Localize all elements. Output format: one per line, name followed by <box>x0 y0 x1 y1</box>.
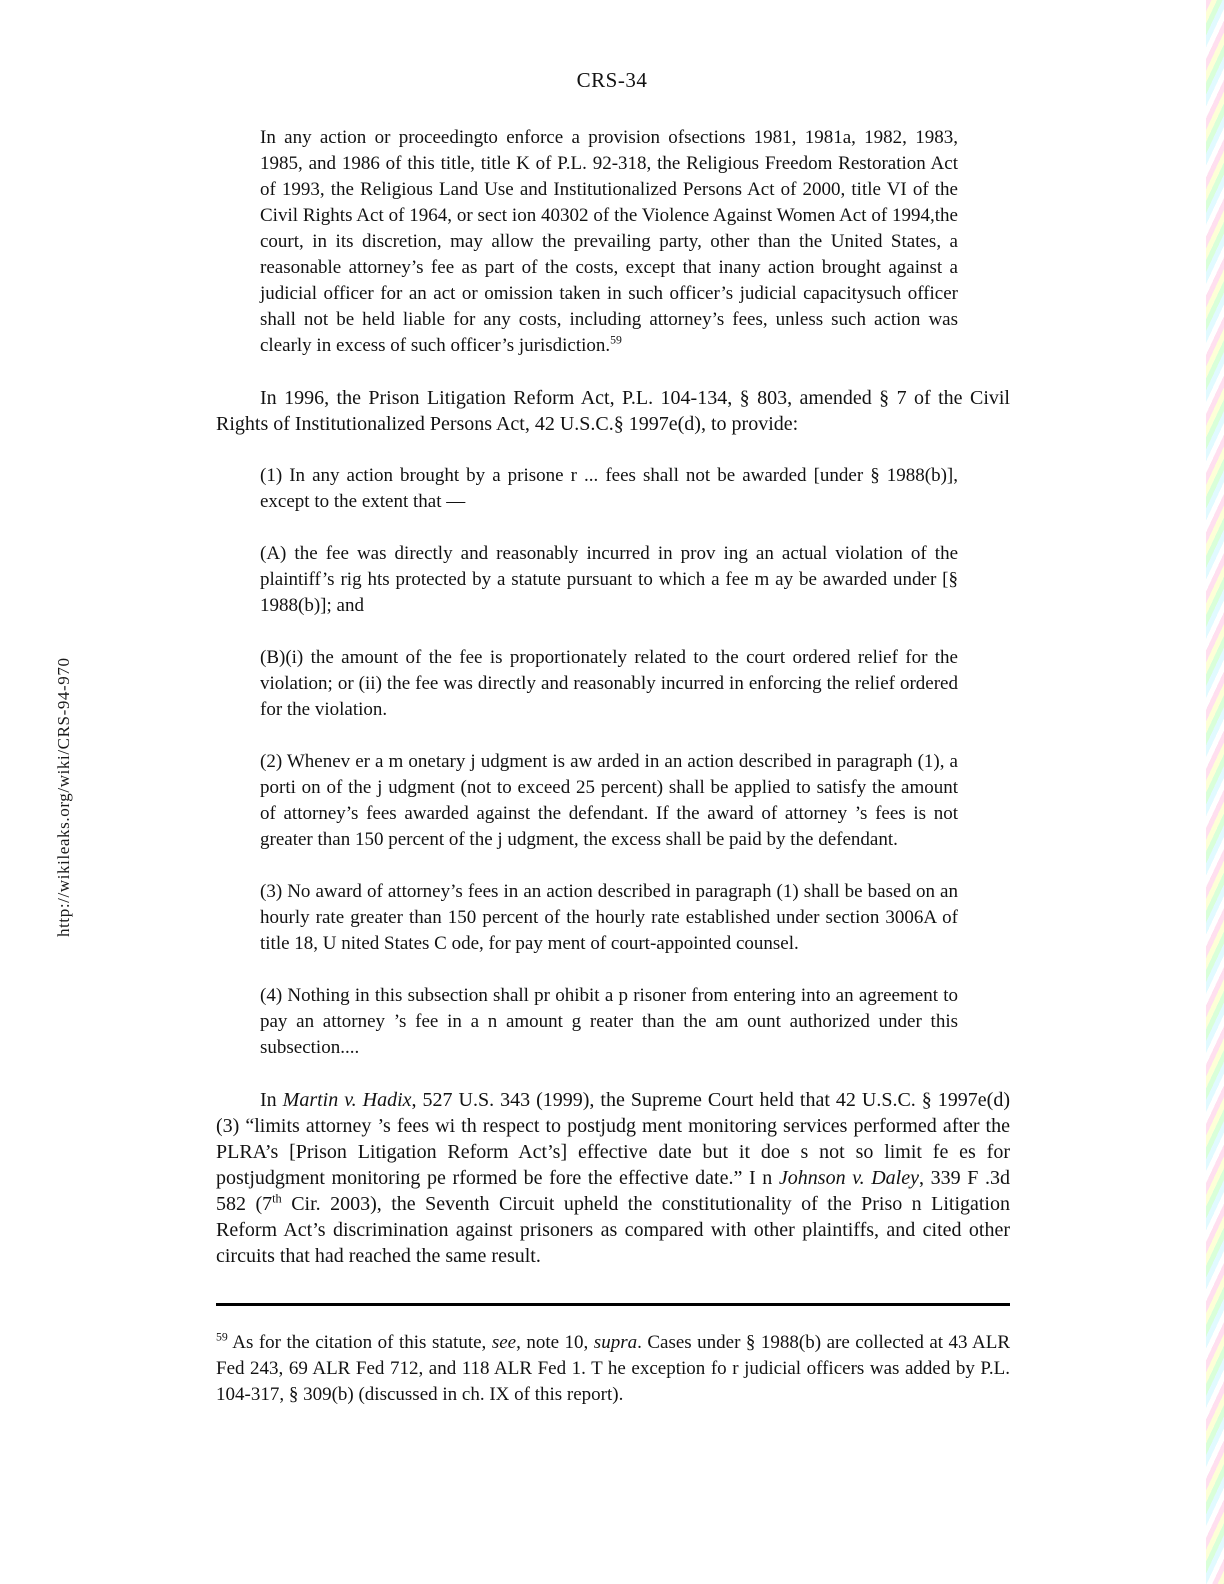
body-paragraph <box>216 1087 1010 1269</box>
text-run: (1) In any action brought by a prisone r ... fees shall not be awarded [under § 1988(b)], except to the extent that — <box>260 465 958 512</box>
text-run: (4) Nothing in this subsection shall pr ohibit a p risoner from entering into an agreement to pay an attorney ’s fee in a n amount g reater than the am ount authorized under this subsection.... <box>260 985 958 1058</box>
italic-text: Johnson v. Daley <box>778 1167 919 1189</box>
page-header: CRS-34 <box>576 68 648 92</box>
italic-text: Martin v. Hadix <box>282 1089 412 1111</box>
statute-quote-paragraph <box>260 749 958 853</box>
text-run: In <box>260 1089 283 1111</box>
text-run: (A) the fee was directly and reasonably incurred in prov ing an actual violation of the plaintiff’s rig hts protected by a statute pursuant to which a fee m ay be awarded under [§ 1988(b)]; and <box>260 543 958 616</box>
text-run: , 527 U.S. 343 (1999), the Supreme Court held that 42 U.S.C. § 1997e(d)(3) “limits attorney ’s fees wi th respect to postjudg ment monitoring services performed after the PLRA’s [Prison Litigation Reform Act’s] effective date but it doe s not so limit fe es for postjudgment monitoring pe rformed be fore the effective date.” I n <box>216 1089 1010 1189</box>
statute-quote-paragraph <box>260 541 958 619</box>
statute-quote-paragraph <box>260 983 958 1061</box>
text-run: (2) Whenev er a m onetary j udgment is aw arded in an action described in paragraph (1), a porti on of the j udgment (not to exceed 25 percent) shall be applied to satisfy the amount of attorney’s fees awarded against the defendant. If the award of attorney ’s fees is not greater than 150 percent of the j udgment, the excess shall be paid by the defendant. <box>260 751 958 850</box>
footnote-section <box>216 1303 1010 1408</box>
statute-quote-paragraph <box>260 645 958 723</box>
statute-quote-paragraph <box>260 879 958 957</box>
text-run: In 1996, the Prison Litigation Reform Act, P.L. 104-134, § 803, amended § 7 of the Civil Rights of Institutionalized Persons Act, 42 U.S.C.§ 1997e(d), to provide: <box>216 387 1010 435</box>
text-run: In any action or proceedingto enforce a provision ofsections 1981, 1981a, 1982, 1983, 1985, and 1986 of this title, title K of P.L. 92-318, the Religious Freedom Restoration Act of 1993, the Religious Land Use and Institutionalized Persons Act of 2000, title VI of the Civil Rights Act of 1964, or sect ion 40302 of the Violence Against Women Act of 1994,the court, in its discretion, may allow the prevailing party, other than the United States, a reasonable attorney’s fee as part of the costs, except that inany action brought against a judicial officer for an act or omission taken in such officer’s judicial capacitysuch officer shall not be held liable for any costs, including attorney’s fees, unless such action was clearly in excess of such officer’s jurisdiction. <box>260 127 958 356</box>
footnote-text <box>216 1330 1010 1408</box>
footnote-divider <box>216 1303 1010 1306</box>
italic-text: supra <box>593 1332 638 1353</box>
scan-artifact-stripe <box>1206 0 1224 1584</box>
text-run: As for the citation of this statute, <box>227 1332 492 1353</box>
statute-quote-paragraph <box>260 125 958 359</box>
body-paragraph <box>216 385 1010 437</box>
text-run: . Cases under § 1988(b) are collected at 43 ALR Fed 243, 69 ALR Fed 712, and 118 ALR Fed 1. T he exception fo r judicial officers was added by P.L. 104-317, § 309(b) (discussed in ch. IX of this report). <box>216 1332 1011 1405</box>
italic-text: see <box>491 1332 517 1353</box>
wikileaks-watermark-url: http://wikileaks.org/wiki/CRS-94-970 <box>54 657 73 937</box>
text-run: (B)(i) the amount of the fee is proportionately related to the court ordered relief for the violation; or (ii) the fee was directly and reasonably incurred in enforcing the relief ordered for the violation. <box>260 647 958 720</box>
text-run: (3) No award of attorney’s fees in an action described in paragraph (1) shall be based on an hourly rate greater than 150 percent of the hourly rate established under section 3006A of title 18, U nited States C ode, for pay ment of court-appointed counsel. <box>260 881 958 954</box>
statute-quote-paragraph <box>260 463 958 515</box>
superscript: 59 <box>216 1330 228 1344</box>
text-run: , 339 F .3d 582 (7 <box>216 1167 1011 1215</box>
text-run: Cir. 2003), the Seventh Circuit upheld the constitutionality of the Priso n Litigation Reform Act’s discrimination against prisoners as compared with other plaintiffs, and cited other circuits that had reached the same result. <box>216 1193 1010 1267</box>
text-run: , note 10, <box>516 1332 594 1353</box>
superscript: th <box>272 1191 282 1206</box>
document-body <box>216 125 1010 1269</box>
superscript: 59 <box>610 333 622 347</box>
